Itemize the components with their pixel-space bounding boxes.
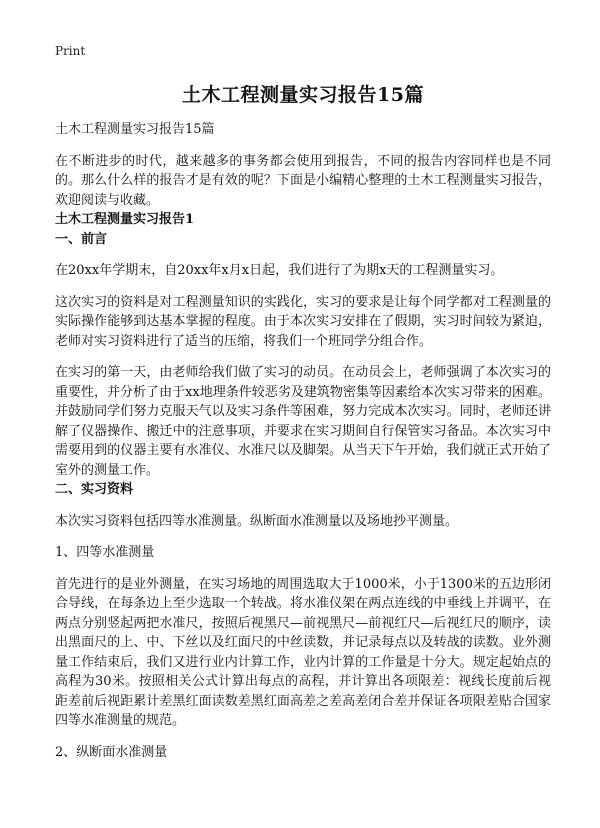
paragraph: 在实习的第一天，由老师给我们做了实习的动员。在动员会上，老师强调了本次实习的重要性，并分析了由于xx地理条件较恶劣及建筑物密集等因素给本次实习带来的困难。并鼓励同学们努力克服天气以及实习条件等困难，努力完成本次实习。同时，老师还讲解了仪器操作、搬迁中的注意事项，并要求在实习期间自行保管实习备品。本次实习中需要用到的仪器主要有水准仪、水准尺以及脚架。从当天下午开始，我们就正式开始了室外的测量工作。 [55, 365, 551, 478]
document-body [55, 120, 551, 762]
section-heading-materials: 二、实习资料 [55, 482, 134, 497]
report-heading: 土木工程测量实习报告1 [55, 212, 195, 227]
paragraph: 在20xx年学期末，自20xx年x月x日起，我们进行了为期x天的工程测量实习。 [55, 263, 504, 278]
print-link[interactable]: Print [55, 44, 86, 58]
subsection-heading: 1、四等水准测量 [55, 545, 155, 560]
page-title: 土木工程测量实习报告15篇 [182, 84, 424, 106]
subtitle: 土木工程测量实习报告15篇 [55, 122, 215, 137]
subsection-heading: 2、纵断面水准测量 [55, 744, 168, 760]
paragraph: 本次实习资料包括四等水准测量。纵断面水准测量以及场地抄平测量。 [55, 513, 459, 529]
intro-paragraph: 在不断进步的时代，越来越多的事务都会使用到报告，不同的报告内容同样也是不同的。那么什么样的报告才是有效的呢？下面是小编精心整理的土木工程测量实习报告，欢迎阅读与收藏。 [55, 153, 551, 208]
paragraph: 这次实习的资料是对工程测量知识的实践化，实习的要求是让每个同学都对工程测量的实际操作能够到达基本掌握的程度。由于本次实习安排在了假期，实习时间较为紧迫，老师对实习资料进行了适当的压缩，将我们一个班同学分组合作。 [55, 294, 551, 349]
paragraph: 首先进行的是业外测量，在实习场地的周围选取大于1000米，小于1300米的五边形闭合导线，在每条边上至少选取一个转战。将水准仪架在两点连线的中垂线上并调平，在两点分别竖起两把水准尺，按照后视黑尺—前视黑尺—前视红尺—后视红尺的顺序，读出黑面尺的上、中、下丝以及红面尺的中丝读数，并记录每点以及转战的读数。业外测量工作结束后，我们又进行业内计算工作，业内计算的工作量是十分大。规定起始点的高程为30米。按照相关公式计算出每点的高程，并计算出各项限差：视线长度前后视距差前后视距累计差黑红面读数差黑红面高差之差高差闭合差并保证各项限差贴合国家四等水准测量的规范。 [55, 576, 551, 728]
section-heading-preface: 一、前言 [55, 231, 108, 247]
